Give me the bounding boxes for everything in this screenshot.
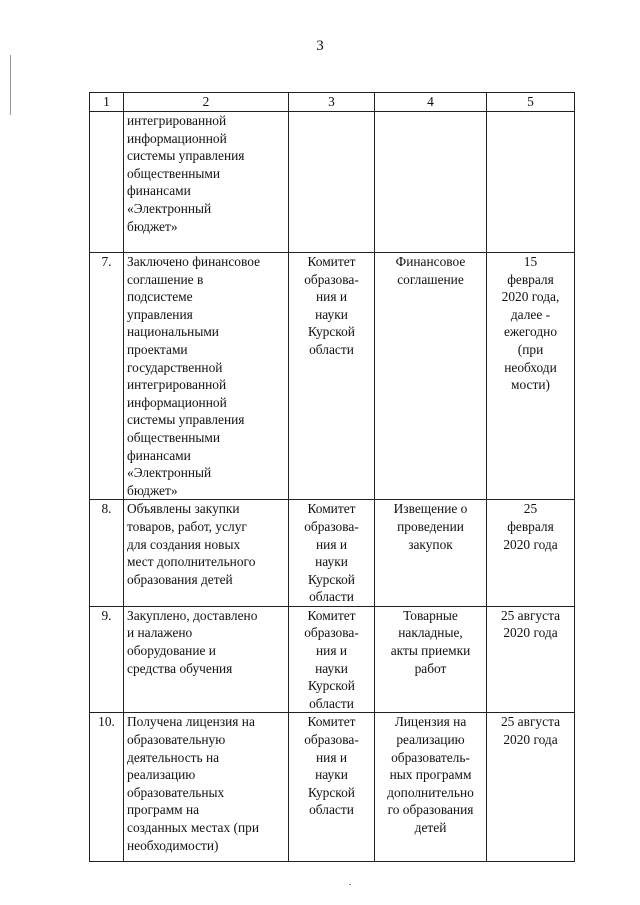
deadline-cell: 25 февраля 2020 года	[487, 500, 575, 607]
column-header-1: 1	[90, 93, 124, 112]
table-row	[90, 112, 575, 253]
table-row	[90, 253, 575, 500]
table-row	[90, 606, 575, 713]
deadline-cell: 25 августа 2020 года	[487, 713, 575, 862]
margin-line	[10, 55, 11, 115]
responsible-cell	[289, 112, 375, 253]
deadline-cell	[487, 112, 575, 253]
column-header-5: 5	[487, 93, 575, 112]
event-cell: интегрированной информационной системы управления общественными финансами «Электронный бюджет»	[124, 112, 289, 253]
responsible-cell: Комитет образова- ния и науки Курской области	[289, 713, 375, 862]
row-number-cell	[90, 112, 124, 253]
document-cell: Извещение о проведении закупок	[375, 500, 487, 607]
row-number-cell: 7.	[90, 253, 124, 500]
document-cell: Лицензия на реализацию образователь- ных программ дополнительно го образования детей	[375, 713, 487, 862]
responsible-cell: Комитет образова- ния и науки Курской области	[289, 500, 375, 607]
event-cell: Объявлены закупки товаров, работ, услуг для создания новых мест дополнительного образования детей	[124, 500, 289, 607]
document-cell: Финансовое соглашение	[375, 253, 487, 500]
page-number: 3	[316, 38, 324, 54]
responsible-cell: Комитет образова- ния и науки Курской области	[289, 606, 375, 713]
row-number-cell: 10.	[90, 713, 124, 862]
document-cell	[375, 112, 487, 253]
row-number-cell: 8.	[90, 500, 124, 607]
column-header-2: 2	[124, 93, 289, 112]
table-header-row	[90, 93, 575, 112]
event-cell: Получена лицензия на образовательную деятельность на реализацию образовательных программ на созданных местах (при необходимости)	[124, 713, 289, 862]
event-cell: Закуплено, доставлено и налажено оборудование и средства обучения	[124, 606, 289, 713]
event-cell: Заключено финансовое соглашение в подсистеме управления национальными проектами государственной интегрированной информационной системы управления общественными финансами «Электронный бюджет»	[124, 253, 289, 500]
responsible-cell: Комитет образова- ния и науки Курской области	[289, 253, 375, 500]
table-row	[90, 500, 575, 607]
document-cell: Товарные накладные, акты приемки работ	[375, 606, 487, 713]
deadline-cell: 15 февраля 2020 года, далее - ежегодно (при необходи мости)	[487, 253, 575, 500]
table-row	[90, 713, 575, 862]
plan-table	[89, 92, 575, 862]
row-number-cell: 9.	[90, 606, 124, 713]
scan-speck	[349, 884, 351, 885]
deadline-cell: 25 августа 2020 года	[487, 606, 575, 713]
column-header-4: 4	[375, 93, 487, 112]
column-header-3: 3	[289, 93, 375, 112]
